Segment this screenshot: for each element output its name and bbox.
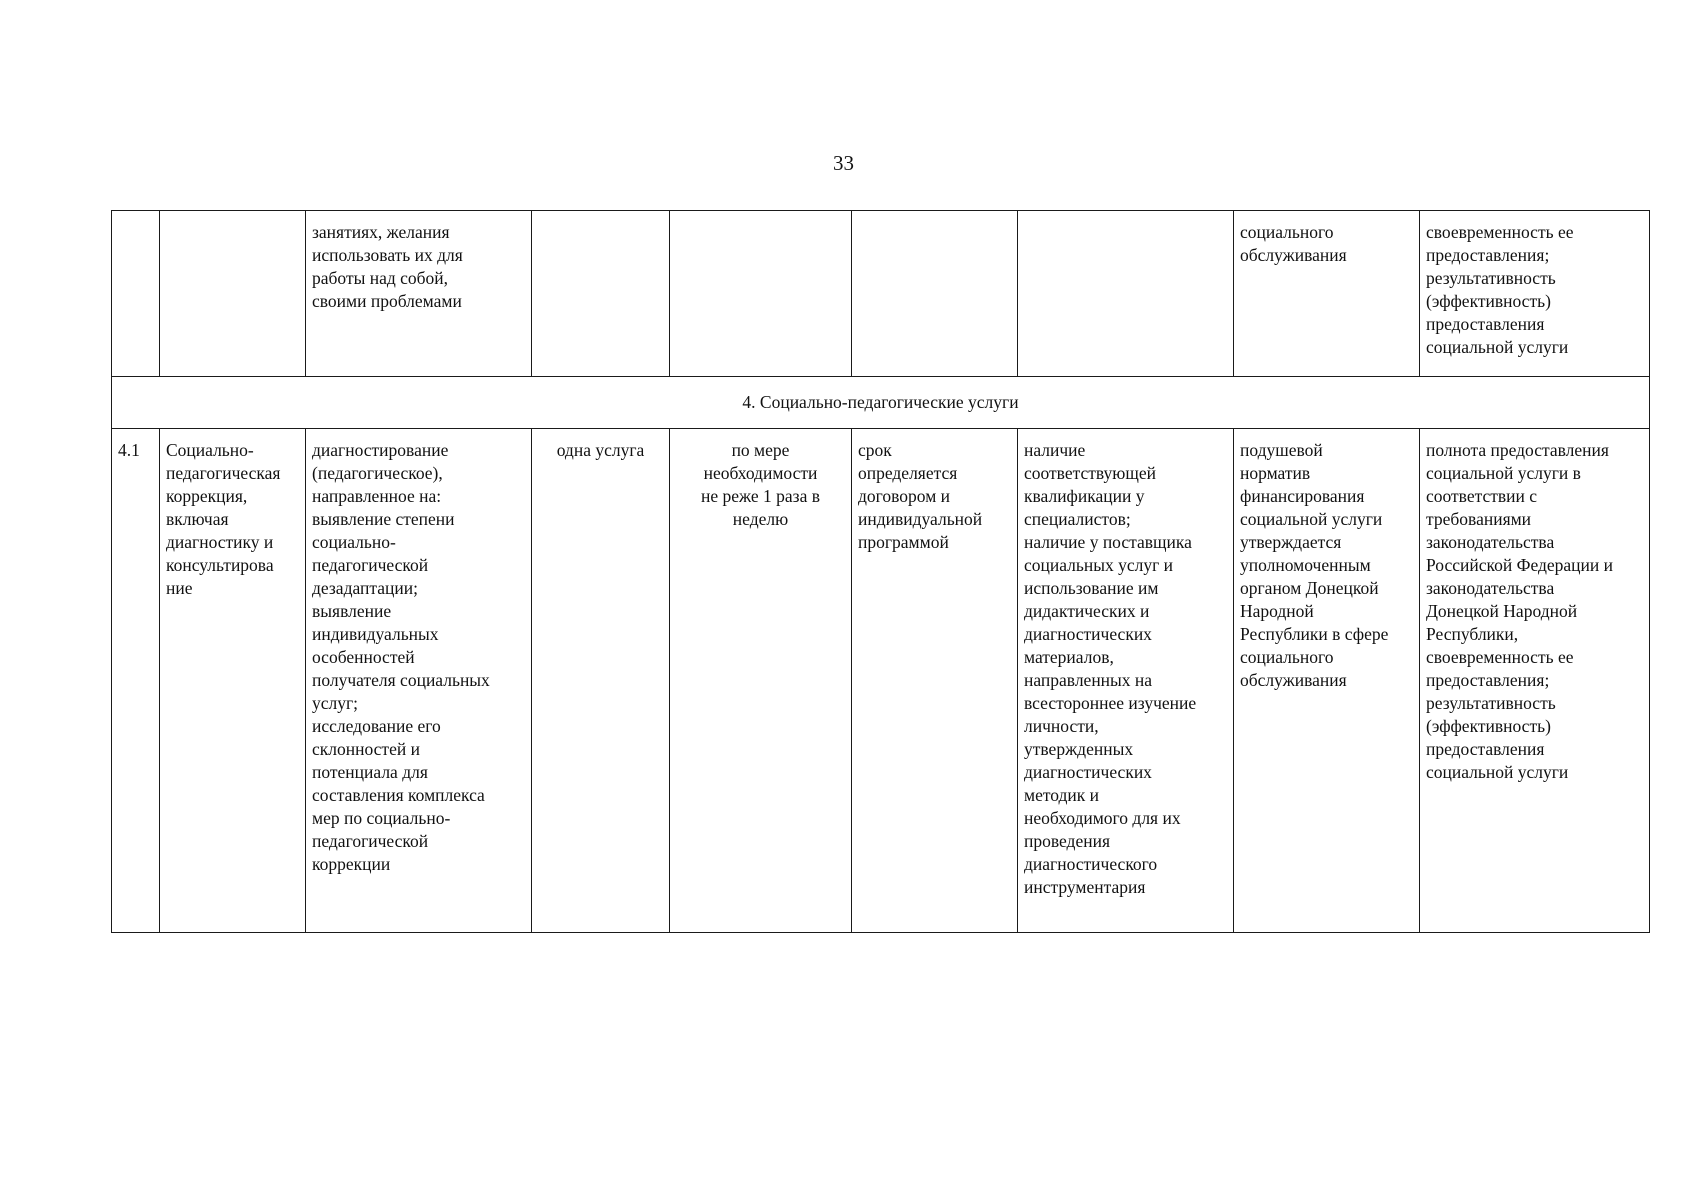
table-cell (670, 211, 852, 377)
service-unit: одна услуга (532, 429, 670, 933)
section-header-row (112, 377, 1650, 429)
table-cell: социального обслуживания (1234, 211, 1420, 377)
table-row-service-4-1 (112, 429, 1650, 933)
table-cell (112, 211, 160, 377)
table-cell (1018, 211, 1234, 377)
service-financing: подушевой норматив финансирования социальной услуги утверждается уполномоченным органом Донецкой Народной Республики в сфере социального обслуживания (1234, 429, 1420, 933)
service-conditions: наличие соответствующей квалификации у специалистов; наличие у поставщика социальных услуг и использование им дидактических и диагностических материалов, направленных на всестороннее изучение личности, утвержденных диагностических методик и необходимого для их проведения диагностического инструментария (1018, 429, 1234, 933)
service-frequency: по мере необходимости не реже 1 раза в неделю (670, 429, 852, 933)
table-cell (852, 211, 1018, 377)
table-row-continued (112, 211, 1650, 377)
table-cell (532, 211, 670, 377)
social-services-table (111, 210, 1650, 933)
service-number: 4.1 (112, 429, 160, 933)
table-cell: своевременность ее предоставления; результативность (эффективность) предоставления социальной услуги (1420, 211, 1650, 377)
table-cell (160, 211, 306, 377)
service-name: Социально- педагогическая коррекция, включая диагностику и консультирова ние (160, 429, 306, 933)
service-description: диагностирование (педагогическое), направленное на: выявление степени социально- педагогической дезадаптации; выявление индивидуальных особенностей получателя социальных услуг; исследование его склонностей и потенциала для составления комплекса мер по социально- педагогической коррекции (306, 429, 532, 933)
table-cell: занятиях, желания использовать их для работы над собой, своими проблемами (306, 211, 532, 377)
service-quality: полнота предоставления социальной услуги в соответствии с требованиями законодательства Российской Федерации и законодательства Донецкой Народной Республики, своевременность ее предоставления; результативность (эффективность) предоставления социальной услуги (1420, 429, 1650, 933)
page-number: 33 (833, 151, 854, 175)
service-term: срок определяется договором и индивидуальной программой (852, 429, 1018, 933)
section-title: 4. Социально-педагогические услуги (112, 377, 1650, 429)
